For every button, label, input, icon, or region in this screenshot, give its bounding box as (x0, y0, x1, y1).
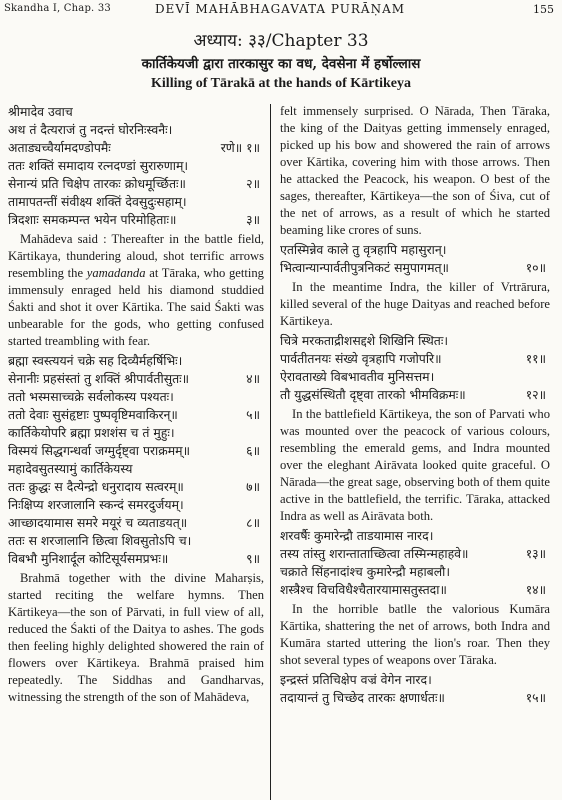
section-reference: Skandha I, Chap. 33 (4, 3, 111, 14)
verse-line (8, 157, 264, 175)
translation-paragraph: In the battlefield Kārtikeya, the son of Parvati who was mounted over the peacock of various colours, resembling the emerald gems, and Indra mounted over the eleghant Airāvata looked quite graceful. O Nārada—the great sage, observing both of them quite active in the battlefield, the terrific. Tāraka, attacked Indra as well as Airāvata both. (280, 407, 550, 523)
verse-text: ततः शक्तिं समादाय रत्नदण्डां सुरारुणाम्। (8, 158, 189, 173)
verse-block (8, 121, 264, 229)
verse-text: सेनान्यं प्रति चिक्षेप तारकः क्रोधमूर्च्छितः॥ (8, 176, 186, 191)
verse-line (280, 368, 550, 386)
verse-block (280, 671, 550, 707)
verse-number: १४॥ (525, 582, 546, 597)
verse-number: ४॥ (246, 371, 260, 386)
verse-line (8, 193, 264, 211)
verse-line (8, 424, 264, 442)
verse-line (8, 388, 264, 406)
verse-text: ततः स शरजालानि छित्वा शिवसुतोऽपि च। (8, 533, 192, 548)
chapter-english-subtitle: Killing of Tārakā at the hands of Kārtikeya (151, 76, 411, 91)
verse-text: महादेवसुतस्यामुं कार्तिकेयस्य (8, 461, 133, 476)
verse-text: ब्रह्मा स्वस्त्ययनं चक्रे सह दिव्यैर्महर्षिभिः। (8, 353, 183, 368)
verse-line (8, 121, 264, 139)
verse-line (280, 241, 550, 259)
verse-line (8, 139, 264, 157)
translation-paragraph: Mahādeva said : Thereafter in the battle field, Kārtikaya, thundering aloud, shot terrific arrows resembling the yamadanda at Tāraka, who getting immensuly enraged held his diamond studdied Śakti and shot it over Kārtika. The said Śakti was unbearable for the gods, who getting confused started treambling with fear. (8, 232, 264, 348)
verse-block (8, 352, 264, 568)
verse-text: निःक्षिप्य शरजालानि स्कन्दं समरदुर्जयम्। (8, 497, 184, 512)
chapter-title: अध्याय: ३३/Chapter 33 (193, 31, 369, 51)
verse-line (280, 545, 550, 563)
verse-number: ९॥ (246, 551, 260, 566)
verse-text: ऐरावताख्ये विबभावतीव मुनिसत्तम। (280, 369, 435, 384)
chapter-hindi-subtitle: कार्तिकेयजी द्वारा तारकासुर का वध, देवसेना में हर्षोल्लास (141, 56, 421, 72)
translation-paragraph: In the meantime Indra, the killer of Vrtrārura, killed several of the huge Daityas and reached before Kārtikeya. (280, 280, 550, 328)
verse-text: त्रिदशाः समकम्पन्त भयेन परिमोहिताः॥ (8, 212, 177, 227)
verse-number: ३॥ (246, 212, 260, 227)
verse-line (280, 527, 550, 545)
verse-text: पार्वतीतनयः संख्ये वृत्रहापि गजोपरि॥ (280, 351, 442, 366)
verse-text: तदायान्तं तु चिच्छेद तारकः क्षणार्धतः॥ (280, 690, 445, 705)
verse-line (280, 671, 550, 689)
verse-number: ६॥ (246, 443, 260, 458)
verse-text: शस्त्रैश्च विचविधैश्चैतारयामासतुस्तदा॥ (280, 582, 447, 597)
verse-text: तौ युद्धसंस्थितौ दृष्ट्वा तारको भीमविक्रमः॥ (280, 387, 466, 402)
verse-block (280, 332, 550, 404)
page-number: 155 (533, 3, 554, 16)
translation-paragraph: In the horrible batlle the valorious Kumāra Kārtika, shattering the net of arrows, both Indra and Kumāra started uttering the lion's roar. Then they shot several types of weapons over Tāraka. (280, 602, 550, 667)
verse-line (8, 370, 264, 388)
verse-line (8, 550, 264, 568)
verse-line (280, 563, 550, 581)
right-column (280, 103, 550, 798)
verse-number: ८॥ (246, 515, 260, 530)
verse-line (8, 460, 264, 478)
verse-line (280, 581, 550, 599)
verse-number: १५॥ (525, 690, 546, 705)
verse-text: कार्तिकेयोपरि ब्रह्मा प्रशशंस च तं मुहुः। (8, 425, 175, 440)
verse-text: शरवर्षैः कुमारेन्द्रौ ताडयामास नारद। (280, 528, 434, 543)
translation-paragraph: felt immensely surprised. O Nārada, Then Tāraka, the king of the Daityas getting immensely enraged, picked up his bow and showered the rain of arrows over Kārtika, covering him with those arrows. Then he attacked the Peacock, his weapon. O best of the sages, thereafter, Kārtikeya—the son of Śiva, cut of the net of arrows, as a result of which he started beaming like crores of suns. (280, 104, 550, 237)
chapter-heading (0, 30, 562, 93)
verse-text: तामापतन्तीं संवीक्ष्य शक्तिं देवसुदुःसहाम्। (8, 194, 187, 209)
verse-number: ७॥ (246, 479, 260, 494)
verse-text: आच्छादयामास समरे मयूरं च व्यताडयत्॥ (8, 515, 188, 530)
verse-text: विबभौ मुनिशार्दूल कोटिसूर्यसमप्रभः॥ (8, 551, 169, 566)
verse-number: ११॥ (525, 351, 546, 366)
verse-text: अथ तं दैत्यराजं तु नदन्तं घोरनिःस्वनैः। (8, 122, 173, 137)
verse-line (280, 689, 550, 707)
translation-paragraph: Brahmā together with the divine Maharṣis, started reciting the welfare hymns. Then Kārtikeya—the son of Pārvati, in full view of all, reduced the Śakti of the Daitya to ashes. The gods then feeling highly delighted showered the rain of flowers over Kārtikeya. Brahmā praised him repeatedly. The Siddhas and Gandharvas, witnessing the strength of the son of Mahādeva, (8, 571, 264, 704)
verse-line (8, 478, 264, 496)
verse-block (280, 527, 550, 599)
verse-text: ततः क्रुद्धः स दैत्येन्द्रो धनुरादाय सत्वरम्॥ (8, 479, 184, 494)
running-header (4, 0, 556, 18)
verse-text: ततो भस्मसाच्चक्रे सर्वलोकस्य पश्यतः। (8, 389, 174, 404)
verse-text: चक्राते सिंहनादांश्च कुमारेन्द्रौ महाबलौ। (280, 564, 451, 579)
verse-text: सेनानीः प्रहसंस्तां तु शक्तिं श्रीपार्वतीसुतः॥ (8, 371, 190, 386)
verse-line (8, 514, 264, 532)
verse-line (8, 496, 264, 514)
verse-text: ततो देवाः सुसंहृष्टाः पुष्पवृष्टिमवाकिरन्॥ (8, 407, 178, 422)
verse-line (8, 352, 264, 370)
speaker-label: श्रीमादेव उवाच (8, 104, 73, 119)
verse-line (280, 386, 550, 404)
left-column (8, 103, 264, 798)
verse-text: एतस्मिन्नेव काले तु वृत्रहापि महासुरान्। (280, 242, 447, 257)
verse-line (280, 259, 550, 277)
verse-text: इन्द्रस्तं प्रतिचिक्षेप वज्रं वेगेन नारद। (280, 672, 432, 687)
column-divider (270, 104, 271, 800)
verse-line (280, 350, 550, 368)
verse-line (8, 532, 264, 550)
verse-line (8, 442, 264, 460)
verse-number: १३॥ (525, 546, 546, 561)
verse-block (280, 241, 550, 277)
book-title: DEVĪ MAHĀBHAGAVATA PURĀṆAM (154, 2, 406, 16)
verse-number: रणे॥ १॥ (220, 140, 260, 155)
verse-text: विस्मयं सिद्धगन्धर्वा जग्मुर्दृष्ट्वा पराक्रमम्॥ (8, 443, 191, 458)
verse-line (8, 211, 264, 229)
verse-number: ५॥ (246, 407, 260, 422)
verse-text: तस्य तांस्तु शरान्ताताच्छित्वा तस्मिन्महाहवे॥ (280, 546, 469, 561)
verse-number: १२॥ (525, 387, 546, 402)
verse-number: २॥ (246, 176, 260, 191)
verse-text: अताड्यच्चैर्यामदण्डोपमैः (8, 140, 111, 155)
verse-number: १०॥ (525, 260, 546, 275)
verse-line (8, 406, 264, 424)
verse-text: भित्वान्यान्पार्वतीपुत्रनिकटं समुपागमत्॥ (280, 260, 449, 275)
verse-line (280, 332, 550, 350)
verse-text: चित्रे मरकताद्रीशसद्दशे शिखिनि स्थितः। (280, 333, 449, 348)
verse-line (8, 175, 264, 193)
